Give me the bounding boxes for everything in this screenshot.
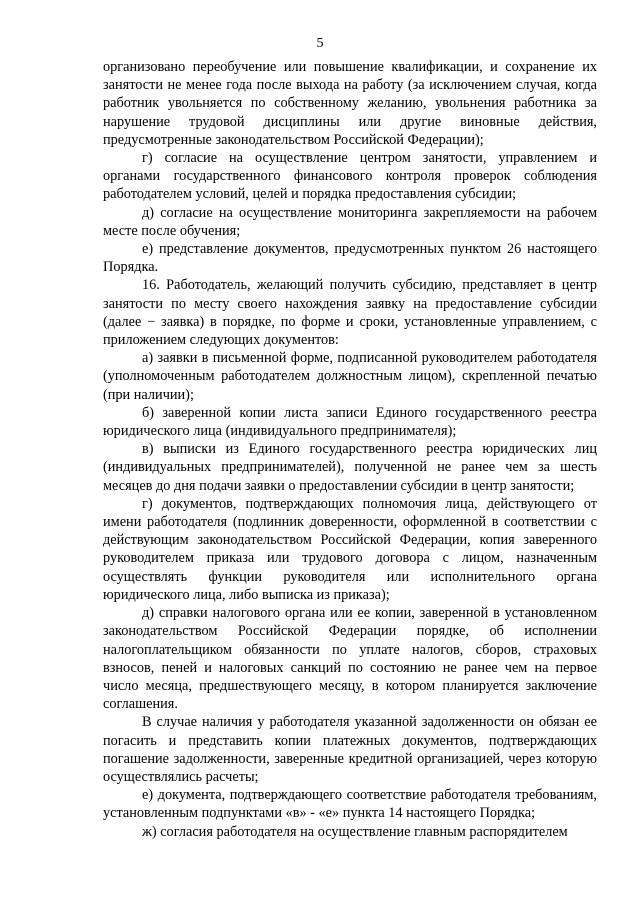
paragraph: д) согласие на осуществление мониторинга закрепляемости на рабочем месте после обучения; (103, 204, 597, 239)
paragraph: В случае наличия у работодателя указанной задолженности он обязан ее погасить и представить копии платежных документов, подтверждающих погашение задолженности, заверенные кредитной организацией, через которую осуществлялись расчеты; (103, 714, 597, 785)
paragraph: г) документов, подтверждающих полномочия лица, действующего от имени работодателя (подлинник доверенности, оформленной в соответствии с действующим законодательством Российской Федерации, копия заверенного руководителем приказа или трудового договора с лицом, назначенным осуществлять функции руководителя или исполнительного органа юридического лица, либо выписка из приказа); (103, 495, 597, 603)
paragraph: ж) согласия работодателя на осуществление главным распорядителем (142, 823, 568, 840)
page-number: 5 (316, 36, 324, 51)
paragraph: в) выписки из Единого государственного реестра юридических лиц (индивидуальных предпринимателей), полученной не ранее чем за шесть месяцев до дня подачи заявки о предоставлении субсидии в центр занятости; (103, 441, 597, 494)
paragraph: организовано переобучение или повышение квалификации, и сохранение их занятости не менее года после выхода на работу (за исключением случая, когда работник увольняется по собственному желанию, увольнения работника за нарушение трудовой дисциплины или другие виновные действия, предусмотренные законодательством Российской Федерации); (103, 59, 597, 148)
paragraph: е) документа, подтверждающего соответствие работодателя требованиям, установленным подпунктами «в» - «е» пункта 14 настоящего Порядка; (103, 787, 597, 822)
paragraph: 16. Работодатель, желающий получить субсидию, представляет в центр занятости по месту своего нахождения заявку на предоставление субсидии (далее − заявка) в порядке, по форме и сроки, установленные управлением, с приложением следующих документов: (103, 277, 597, 349)
paragraph: г) согласие на осуществление центром занятости, управлением и органами государственного финансового контроля проверок соблюдения работодателем условий, целей и порядка предоставления субсидии; (103, 150, 597, 203)
document-body (103, 58, 597, 841)
paragraph: а) заявки в письменной форме, подписанной руководителем работодателя (уполномоченным работодателем должностным лицом), скрепленной печатью (при наличии); (103, 350, 597, 403)
paragraph: е) представление документов, предусмотренных пунктом 26 настоящего Порядка. (103, 241, 597, 276)
paragraph: д) справки налогового органа или ее копии, заверенной в установленном законодательством Российской Федерации порядке, об исполнении налогоплательщиком обязанности по уплате налогов, сборов, страховых взносов, пеней и налоговых санкций по состоянию не ранее чем на первое число месяца, предшествующего месяцу, в котором планируется заключение соглашения. (103, 605, 597, 713)
paragraph: б) заверенной копии листа записи Единого государственного реестра юридического лица (индивидуального предпринимателя); (103, 404, 597, 440)
